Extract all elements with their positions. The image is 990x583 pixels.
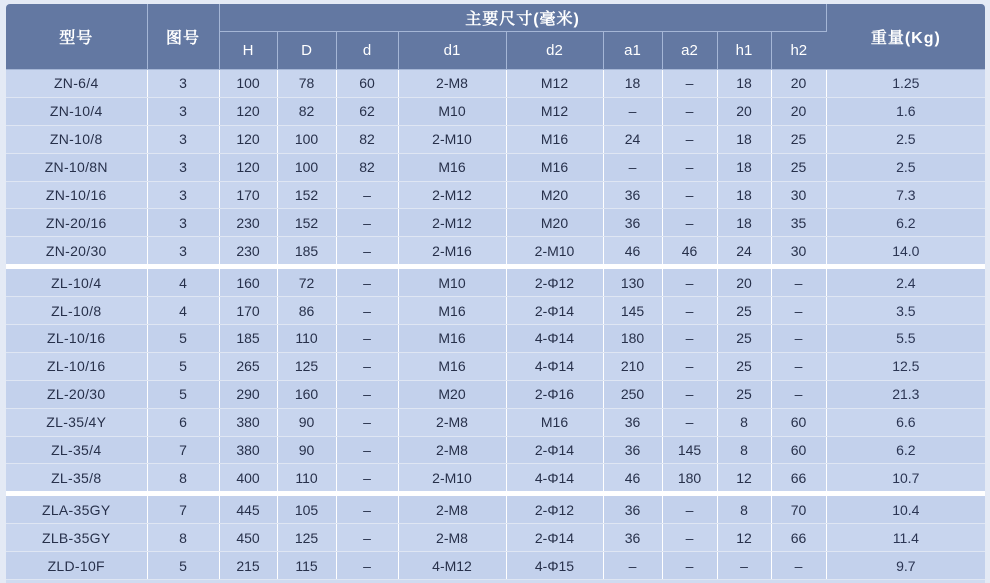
cell-a2: 145	[662, 436, 717, 464]
cell-D: 152	[277, 209, 336, 237]
cell-model: ZN-10/4	[6, 97, 147, 125]
cell-h1: 24	[717, 237, 771, 267]
cell-model: ZL-10/16	[6, 352, 147, 380]
cell-model: ZLD-10F	[6, 552, 147, 580]
cell-model: ZLA-35GY	[6, 494, 147, 524]
cell-weight: 6.2	[826, 436, 985, 464]
cell-drawing-no: 3	[147, 237, 219, 267]
cell-d2: M12	[506, 97, 603, 125]
table-row	[6, 380, 985, 408]
cell-d1: 2-M12	[398, 209, 506, 237]
cell-d2: M16	[506, 125, 603, 153]
cell-drawing-no: 3	[147, 125, 219, 153]
cell-weight: 7.3	[826, 181, 985, 209]
cell-d: 62	[336, 97, 398, 125]
cell-a2: 180	[662, 464, 717, 494]
header-drawing-no: 图号	[147, 4, 219, 70]
cell-d2: 2-Φ16	[506, 380, 603, 408]
header-d2: d2	[506, 32, 603, 70]
table-row	[6, 267, 985, 297]
table-row	[6, 125, 985, 153]
cell-d: –	[336, 494, 398, 524]
cell-a1: 210	[603, 352, 662, 380]
cell-H: 445	[219, 494, 277, 524]
cell-d: –	[336, 237, 398, 267]
cell-h1: 18	[717, 181, 771, 209]
cell-D: 90	[277, 408, 336, 436]
table-row	[6, 408, 985, 436]
cell-drawing-no: 8	[147, 464, 219, 494]
cell-h1: 25	[717, 380, 771, 408]
cell-h2: 35	[771, 209, 826, 237]
cell-h2: 20	[771, 97, 826, 125]
cell-weight: 11.4	[826, 524, 985, 552]
cell-a1: –	[603, 153, 662, 181]
header-H: H	[219, 32, 277, 70]
header-weight: 重量(Kg)	[826, 4, 985, 70]
cell-H: 100	[219, 70, 277, 98]
cell-model: ZL-35/8	[6, 464, 147, 494]
cell-D: 86	[277, 297, 336, 325]
cell-d2: 4-Φ14	[506, 325, 603, 353]
cell-h1: 12	[717, 464, 771, 494]
cell-h2: 20	[771, 70, 826, 98]
cell-a1: 36	[603, 209, 662, 237]
cell-weight: 12.5	[826, 352, 985, 380]
cell-D: 105	[277, 494, 336, 524]
cell-a1: 18	[603, 70, 662, 98]
cell-d: 82	[336, 153, 398, 181]
cell-a1: 180	[603, 325, 662, 353]
table-row	[6, 97, 985, 125]
cell-a2: –	[662, 408, 717, 436]
cell-d2: 2-Φ14	[506, 297, 603, 325]
cell-model: ZN-20/16	[6, 209, 147, 237]
cell-d1: M10	[398, 267, 506, 297]
cell-model: ZL-10/16	[6, 325, 147, 353]
header-d: d	[336, 32, 398, 70]
table-row	[6, 524, 985, 552]
table-row	[6, 494, 985, 524]
cell-H: 120	[219, 153, 277, 181]
cell-model: ZL-10/8	[6, 297, 147, 325]
table-row	[6, 436, 985, 464]
cell-h2: –	[771, 297, 826, 325]
cell-h1: 25	[717, 297, 771, 325]
cell-H: 120	[219, 125, 277, 153]
cell-d: –	[336, 464, 398, 494]
cell-a2: –	[662, 209, 717, 237]
table-row	[6, 352, 985, 380]
cell-model: ZN-10/8	[6, 125, 147, 153]
cell-drawing-no: 4	[147, 267, 219, 297]
cell-d1: M10	[398, 97, 506, 125]
cell-d1: 4-M12	[398, 552, 506, 580]
cell-h1: 20	[717, 267, 771, 297]
cell-H: 380	[219, 408, 277, 436]
cell-d1: 2-M8	[398, 70, 506, 98]
cell-H: 215	[219, 552, 277, 580]
cell-a2: –	[662, 181, 717, 209]
table-row	[6, 181, 985, 209]
cell-h2: 30	[771, 237, 826, 267]
cell-d2: M16	[506, 408, 603, 436]
cell-d1: 2-M8	[398, 436, 506, 464]
cell-a1: 46	[603, 237, 662, 267]
cell-h1: 25	[717, 352, 771, 380]
cell-H: 230	[219, 209, 277, 237]
table-row	[6, 70, 985, 98]
cell-d: –	[336, 267, 398, 297]
cell-a1: 145	[603, 297, 662, 325]
cell-D: 185	[277, 237, 336, 267]
header-a1: a1	[603, 32, 662, 70]
cell-weight: 1.25	[826, 70, 985, 98]
cell-a2: –	[662, 97, 717, 125]
cell-model: ZL-10/4	[6, 267, 147, 297]
cell-H: 380	[219, 436, 277, 464]
cell-H: 160	[219, 267, 277, 297]
cell-d: –	[336, 380, 398, 408]
cell-D: 100	[277, 153, 336, 181]
cell-d2: 2-Φ14	[506, 436, 603, 464]
cell-D: 110	[277, 464, 336, 494]
cell-weight: 3.5	[826, 297, 985, 325]
cell-h2: –	[771, 325, 826, 353]
cell-model: ZN-6/4	[6, 70, 147, 98]
cell-d2: M20	[506, 209, 603, 237]
cell-d: –	[336, 552, 398, 580]
cell-d2: 4-Φ15	[506, 552, 603, 580]
cell-h2: 70	[771, 494, 826, 524]
cell-d2: 2-Φ14	[506, 524, 603, 552]
cell-drawing-no: 6	[147, 408, 219, 436]
cell-d2: M12	[506, 70, 603, 98]
cell-D: 90	[277, 436, 336, 464]
header-model: 型号	[6, 4, 147, 70]
cell-d: –	[336, 436, 398, 464]
cell-a1: 36	[603, 524, 662, 552]
table-row	[6, 464, 985, 494]
cell-weight: 6.2	[826, 209, 985, 237]
cell-a2: –	[662, 352, 717, 380]
cell-weight: 5.5	[826, 325, 985, 353]
cell-drawing-no: 7	[147, 436, 219, 464]
cell-a1: 130	[603, 267, 662, 297]
cell-weight: 10.4	[826, 494, 985, 524]
cell-weight: 1.6	[826, 97, 985, 125]
cell-a1: 24	[603, 125, 662, 153]
cell-weight: 6.6	[826, 408, 985, 436]
cell-d1: 2-M12	[398, 181, 506, 209]
cell-d1: 2-M10	[398, 125, 506, 153]
cell-h2: –	[771, 380, 826, 408]
cell-d: –	[336, 209, 398, 237]
spec-table-panel	[6, 4, 985, 583]
cell-weight: 14.0	[826, 237, 985, 267]
cell-drawing-no: 3	[147, 153, 219, 181]
cell-D: 125	[277, 352, 336, 380]
cell-D: 152	[277, 181, 336, 209]
cell-H: 120	[219, 97, 277, 125]
cell-a1: 46	[603, 464, 662, 494]
header-h1: h1	[717, 32, 771, 70]
cell-d1: M16	[398, 297, 506, 325]
cell-h2: 66	[771, 464, 826, 494]
cell-h1: 8	[717, 494, 771, 524]
cell-H: 265	[219, 352, 277, 380]
cell-a2: –	[662, 267, 717, 297]
cell-a1: 36	[603, 436, 662, 464]
table-row	[6, 325, 985, 353]
cell-H: 185	[219, 325, 277, 353]
cell-D: 110	[277, 325, 336, 353]
cell-weight: 21.3	[826, 380, 985, 408]
cell-H: 290	[219, 380, 277, 408]
cell-h1: 8	[717, 436, 771, 464]
cell-d: –	[336, 325, 398, 353]
cell-D: 100	[277, 125, 336, 153]
cell-h2: 66	[771, 524, 826, 552]
cell-d1: 2-M8	[398, 408, 506, 436]
cell-a2: –	[662, 125, 717, 153]
header-h2: h2	[771, 32, 826, 70]
table-row	[6, 237, 985, 267]
cell-h1: 25	[717, 325, 771, 353]
spec-table	[6, 4, 985, 580]
cell-d2: 4-Φ14	[506, 352, 603, 380]
cell-h1: 8	[717, 408, 771, 436]
cell-d2: M16	[506, 153, 603, 181]
cell-d: –	[336, 524, 398, 552]
cell-h2: 60	[771, 408, 826, 436]
cell-model: ZLB-35GY	[6, 524, 147, 552]
cell-model: ZL-35/4	[6, 436, 147, 464]
cell-D: 82	[277, 97, 336, 125]
header-a2: a2	[662, 32, 717, 70]
cell-h1: 18	[717, 153, 771, 181]
cell-drawing-no: 5	[147, 380, 219, 408]
cell-weight: 2.5	[826, 153, 985, 181]
cell-d: –	[336, 352, 398, 380]
cell-a2: –	[662, 524, 717, 552]
cell-d2: 4-Φ14	[506, 464, 603, 494]
table-row	[6, 153, 985, 181]
cell-model: ZN-10/8N	[6, 153, 147, 181]
cell-drawing-no: 3	[147, 70, 219, 98]
cell-d: 60	[336, 70, 398, 98]
cell-drawing-no: 3	[147, 209, 219, 237]
cell-H: 170	[219, 297, 277, 325]
cell-a1: –	[603, 97, 662, 125]
cell-drawing-no: 5	[147, 325, 219, 353]
header-d1: d1	[398, 32, 506, 70]
cell-weight: 9.7	[826, 552, 985, 580]
cell-H: 170	[219, 181, 277, 209]
cell-h2: 30	[771, 181, 826, 209]
cell-h1: 18	[717, 70, 771, 98]
cell-drawing-no: 4	[147, 297, 219, 325]
cell-h2: –	[771, 267, 826, 297]
cell-D: 72	[277, 267, 336, 297]
cell-H: 230	[219, 237, 277, 267]
cell-D: 78	[277, 70, 336, 98]
cell-h2: 60	[771, 436, 826, 464]
cell-d: –	[336, 408, 398, 436]
cell-h1: 18	[717, 125, 771, 153]
cell-d: –	[336, 181, 398, 209]
cell-a1: 250	[603, 380, 662, 408]
cell-a2: –	[662, 494, 717, 524]
cell-a2: 46	[662, 237, 717, 267]
cell-a1: 36	[603, 181, 662, 209]
cell-model: ZL-20/30	[6, 380, 147, 408]
cell-drawing-no: 7	[147, 494, 219, 524]
table-body	[6, 70, 985, 580]
cell-d1: M16	[398, 153, 506, 181]
cell-D: 125	[277, 524, 336, 552]
cell-a1: –	[603, 552, 662, 580]
cell-h1: 18	[717, 209, 771, 237]
cell-drawing-no: 5	[147, 552, 219, 580]
cell-model: ZN-10/16	[6, 181, 147, 209]
cell-d: –	[336, 297, 398, 325]
cell-h2: –	[771, 552, 826, 580]
cell-a2: –	[662, 325, 717, 353]
cell-H: 400	[219, 464, 277, 494]
cell-h1: 12	[717, 524, 771, 552]
cell-weight: 2.5	[826, 125, 985, 153]
cell-a2: –	[662, 552, 717, 580]
table-row	[6, 552, 985, 580]
cell-d1: 2-M8	[398, 524, 506, 552]
cell-a1: 36	[603, 408, 662, 436]
cell-d2: M20	[506, 181, 603, 209]
cell-d2: 2-Φ12	[506, 494, 603, 524]
cell-d1: M16	[398, 352, 506, 380]
cell-a1: 36	[603, 494, 662, 524]
cell-d1: 2-M16	[398, 237, 506, 267]
cell-h1: –	[717, 552, 771, 580]
cell-d1: M16	[398, 325, 506, 353]
cell-h1: 20	[717, 97, 771, 125]
table-row	[6, 297, 985, 325]
cell-h2: 25	[771, 125, 826, 153]
cell-d2: 2-M10	[506, 237, 603, 267]
cell-d2: 2-Φ12	[506, 267, 603, 297]
cell-drawing-no: 5	[147, 352, 219, 380]
cell-d1: 2-M8	[398, 494, 506, 524]
cell-H: 450	[219, 524, 277, 552]
cell-D: 115	[277, 552, 336, 580]
cell-a2: –	[662, 297, 717, 325]
cell-D: 160	[277, 380, 336, 408]
cell-a2: –	[662, 153, 717, 181]
cell-a2: –	[662, 70, 717, 98]
header-D: D	[277, 32, 336, 70]
cell-d: 82	[336, 125, 398, 153]
cell-drawing-no: 3	[147, 97, 219, 125]
cell-weight: 2.4	[826, 267, 985, 297]
cell-h2: –	[771, 352, 826, 380]
cell-model: ZN-20/30	[6, 237, 147, 267]
cell-weight: 10.7	[826, 464, 985, 494]
header-dimensions: 主要尺寸(毫米)	[219, 4, 826, 32]
cell-a2: –	[662, 380, 717, 408]
cell-drawing-no: 3	[147, 181, 219, 209]
cell-d1: 2-M10	[398, 464, 506, 494]
cell-model: ZL-35/4Y	[6, 408, 147, 436]
cell-d1: M20	[398, 380, 506, 408]
cell-drawing-no: 8	[147, 524, 219, 552]
table-row	[6, 209, 985, 237]
cell-h2: 25	[771, 153, 826, 181]
